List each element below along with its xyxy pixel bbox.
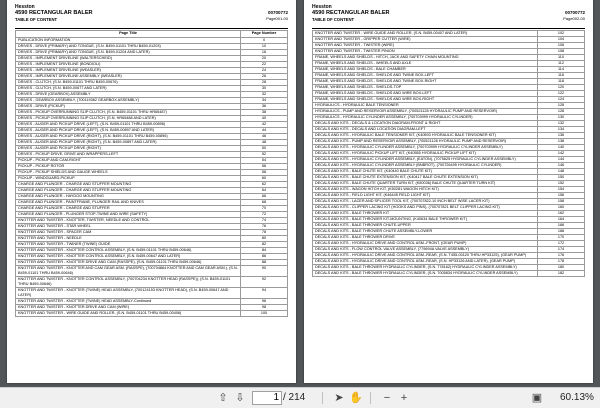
toc-entry-page-number: 142 [538,151,585,157]
toc-entry-title: KNOTTER AND TWISTER - NEEDLE [16,236,241,242]
toc-entry-title: DECALS AND KITS - FLOW CONTROL VALVE ASSEMBLY, (779694A VALVE ASSEMBLY) [313,247,538,253]
toc-entry-title: DECALS AND KITS - HYDRAULIC CYLINDER ASSEMBLY, (700703999 HYDRAULIC CYLINDER ASSEMBLY) [313,145,538,151]
toc-entry-title: DECALS AND KITS - DECALS & LOCATION DIAGRAM-FRONT & RIGHT [313,121,538,127]
toc-entry-page-number: 146 [538,163,585,169]
toc-entry-page-number: 66 [241,194,288,200]
toc-entry-title: DECALS AND KITS - HYDRAULIC DRIVE AND CONTROL ASM.-FRONT, (GEAR PUMP) [313,241,538,247]
toc-entry-page-number: 80 [241,236,288,242]
toc-entry-title: DRIVES - IMPLEMENT DRIVELINE (WEASLER) [16,68,241,74]
toc-entry-page-number: 170 [538,235,585,241]
toc-entry-page-number: 94 [241,288,288,299]
toc-entry-title: KNOTTER AND TWISTER - TWISTER PINION [313,49,538,55]
toc-entry-title: KNOTTER AND TWISTER - KNOTTER DRIVE AND CAM (RASSPE), (S.N. B459-01101 THRU B459-00646) [16,260,241,266]
toc-entry-page-number: 70 [241,206,288,212]
toc-entry-page-number: 64 [241,188,288,194]
toc-entry-page-number: 104 [538,37,585,43]
toc-row[interactable] [16,288,288,299]
toc-entry-page-number: 30 [241,86,288,92]
zoom-in-icon[interactable]: + [400,392,408,404]
brand-name: Hesston [15,4,35,10]
toc-row[interactable] [16,277,288,288]
toc-entry-page-number: 54 [241,158,288,164]
pdf-page-1 [7,0,296,383]
viewer-toolbar [0,387,600,408]
toc-entry-title: DECALS AND KITS - BALE THROWER KIT-MOUNTING, (K40634 BALE THROWER KIT) [313,217,538,223]
toc-entry-page-number: 120 [538,85,585,91]
toc-entry-title: FRAME, WHEELS AND SHIELDS - SHIELDS AND WIRE BOX-RIGHT [313,97,538,103]
toc-entry-page-number: 74 [241,218,288,224]
toc-entry-title: FRAME, WHEELS AND SHIELDS - SHIELDS AND TWINE BOX-LEFT [313,73,538,79]
toc-entry-title: DRIVES - IMPLEMENT DRIVELINE (WALTERSCHEID) [16,56,241,62]
toc-entry-page-number: 92 [241,277,288,288]
toc-entry-title: DRIVES - PICKUP OVERRUNNING SLIP CLUTCH, (S.N. B459-01101 THRU HR65487) [16,110,241,116]
toc-title: TABLE OF CONTENT [312,17,355,22]
toc-entry-title: DRIVES - DRIVE (PICKUP) [16,104,241,110]
toc-entry-page-number: 122 [538,91,585,97]
toc-entry-title: PICKUP - WINDGUARD-PICKUP [16,176,241,182]
toc-entry-page-number: 138 [538,139,585,145]
page-label: Page001-00 [266,16,288,21]
toc-entry-title: DRIVES - AUGER AND PICKUP DRIVE (RIGHT), (S.N. B459-00897 AND LATER) [16,140,241,146]
toc-entry-page-number: 86 [241,254,288,260]
toc-entry-page-number: 112 [538,61,585,67]
toc-entry-page-number: 144 [538,157,585,163]
toc-entry-title: DECALS AND KITS - LACER AND SPLICER TOOL KIT, (700707822-10 INCH BELT WISE LACER KIT) [313,199,538,205]
toc-entry-page-number: 76 [241,224,288,230]
toc-entry-page-number: 178 [538,259,585,265]
hand-tool-icon[interactable]: ✋ [349,392,363,404]
toc-entry-title: KNOTTER AND TWISTER - KNOTTER CONTROL ASSEMBLY, (S.N. B459-01101 THRU B459-00646) [16,248,241,254]
toc-entry-page-number: 0 [241,38,288,44]
toc-entry-page-number: 38 [241,110,288,116]
toc-entry-page-number: 150 [538,175,585,181]
toc-entry-title: DECALS AND KITS - HYDRAULIC CYLINDER ASSEMBLY (BNBROT), (700726495 HYDRAULIC CYLINDER) [313,163,538,169]
toc-entry-page-number: 182 [538,271,585,277]
toc-entry-page-number: 46 [241,134,288,140]
toc-entry-title: HYDRAULICS - HYDRAULIC CYLINDER ASSEMBLY, (700703999 HYDRAULIC CYLINDER) [313,115,538,121]
toc-entry-title: DECALS AND KITS - PUMP AND RESERVOIR ASSEMBLY, (700521128 HYDRAULIC PUMP AND RESERVOIR) [313,139,538,145]
toc-entry-page-number: 152 [538,181,585,187]
toc-entry-title: CHARGE AND PLUNGER - CHARGE AND STUFFER MOUNTING [16,182,241,188]
page-label: Page002-00 [563,16,585,21]
select-cursor-icon[interactable]: ➤ [334,392,344,404]
toc-entry-page-number: 176 [538,253,585,259]
toc-entry-title: CHARGE AND PLUNGER - CHARGE AND STUFFER [16,206,241,212]
toc-entry-title: DECALS AND KITS - BALE THROWER HYDRAULIC CYLINDER, (S.N. 7005834 HYDRAULIC CYLINDER ASSEMBLY) [313,271,538,277]
toc-entry-title: KNOTTER AND TWISTER - WIRE GUIDE AND ROLLER, (S.N. B459-00407 AND LATER) [313,31,538,37]
fit-page-icon[interactable]: ▣ [531,392,543,404]
col-header-title: Page Title [16,31,241,38]
toc-entry-page-number: 32 [241,92,288,98]
toc-entry-title: DRIVES - PICKUP DRIVE, DRIVE AND WRAPPERS-LEFT [16,152,241,158]
toc-entry-page-number: 10 [241,44,288,50]
toc-entry-page-number: 28 [241,80,288,86]
toc-entry-page-number: 128 [538,109,585,115]
col-header-number: Page Number [241,31,288,38]
toc-entry-title: DRIVES - DRIVE (PRIMARY) AND TONGUE, (S.N. B459-01101 THRU B459-01203) [16,44,241,50]
toc-entry-page-number: 68 [241,200,288,206]
toc-entry-title: DECALS AND KITS - FIELD LIGHT KIT, (K46445 FIELD LIGHT KIT) [313,193,538,199]
toc-entry-page-number: 24 [241,68,288,74]
toc-table [15,30,288,317]
toc-entry-page-number: 72 [241,212,288,218]
toc-entry-page-number: 140 [538,145,585,151]
toc-entry-page-number: 136 [538,133,585,139]
toc-entry-page-number: 84 [241,248,288,254]
toc-entry-title: DECALS AND KITS - HYDRAULIC DRIVE AND CONTROL ASM.-REAR, (S.N. HP33126 AND LATER), (GEAR PUMP) [313,259,538,265]
toc-entry-title: DECALS AND KITS - WAGON HITCH KIT, (K50281 WAGON HITCH KIT) [313,187,538,193]
toc-entry-title: KNOTTER AND TWISTER - GRIPPER CUTTER (WIRE) [313,37,538,43]
toc-entry-title: HYDRAULICS - PUMP AND RESERVOIR ASSEMBLY, (700521128 HYDRAULIC PUMP AND RESERVOIR) [313,109,538,115]
page-down-icon[interactable]: ⇩ [235,392,245,404]
toc-entry-title: HYDRAULICS - HYDRAULIC BALE TENSIONER [313,103,538,109]
toc-entry-page-number: 50 [241,146,288,152]
toc-entry-title: KNOTTER AND TWISTER - KNOTTER CONTROL ASSEMBLY, (700704234 KNOTTER HEAD (RASSPE)), (S.N. B459-01101 THRU B459-00646) [16,277,241,288]
toc-entry-page-number: 106 [538,43,585,49]
toc-entry-title: DRIVES - CLUTCH, (S.N. B459-01101 THRU B459-00676) [16,80,241,86]
toc-entry-title: CHARGE AND PLUNGER - PAINTFRAME, PLUNGER RAIL AND KNIVES [16,200,241,206]
toc-entry-title: DRIVES - DRIVE (GEARBOX) ASSEMBLY [16,92,241,98]
toc-entry-title: DRIVES - AUGER AND PICKUP DRIVE (LEFT), (S.N. B459-00897 AND LATER) [16,128,241,134]
toc-entry-page-number: 58 [241,170,288,176]
toc-entry-title: DRIVES - IMPLEMENT DRIVELINE ASSEMBLY (WEASLER) [16,74,241,80]
page-up-icon[interactable]: ⇧ [218,392,228,404]
toc-entry-page-number: 102 [538,31,585,37]
toc-entry-page-number: 164 [538,217,585,223]
toc-entry-title: KNOTTER AND TWISTER - KNOTTER AND CAM GEAR ASM. (RASSPE), (700704864 KNOTTER AND CAM GEAR ASM.), (S.N. B459-01101 THRU B459-00646) [16,266,241,277]
part-number: 00700772 [267,10,288,15]
page-number-input[interactable]: 1 [252,391,282,405]
toc-entry-page-number: 96 [241,299,288,305]
toc-entry-page-number: 134 [538,127,585,133]
toc-entry-title: CHARGE AND PLUNGER - CHARGE AND STUFFER MOUNTING [16,188,241,194]
toc-entry-title: KNOTTER AND TWISTER - STAR WHEEL [16,224,241,230]
toc-entry-title: FRAME, WHEELS AND SHIELDS - HITCH, JACK AND SAFETY CHAIN MOUNTING [313,55,538,61]
toc-row[interactable] [16,311,288,317]
toc-entry-page-number: 36 [241,104,288,110]
toc-entry-title: DRIVES - IMPLEMENT DRIVELINE (BONDIOLI) [16,62,241,68]
toc-entry-title: PICKUP - PICKUP ROTOR [16,164,241,170]
toc-entry-page-number: 172 [538,241,585,247]
toc-entry-page-number: 98 [241,305,288,311]
toc-entry-page-number: 110 [538,55,585,61]
toc-entry-page-number: 48 [241,140,288,146]
toc-entry-page-number: 40 [241,116,288,122]
toc-entry-page-number: 90 [241,266,288,277]
toc-entry-page-number: 88 [241,260,288,266]
toc-entry-page-number: 42 [241,122,288,128]
page-header [15,4,288,29]
toc-entry-page-number: 16 [241,50,288,56]
toc-row[interactable] [16,266,288,277]
toc-entry-title: KNOTTER AND TWISTER - KNOTTER (TWINE) HEAD ASSEMBLY, (700124153 KNOTTER HEAD), (S.N. B459-00647 AND LATER) [16,288,241,299]
toc-entry-title: DRIVES - AUGER AND PICKUP DRIVE (RIGHT) [16,146,241,152]
toc-entry-page-number: 100 [241,311,288,317]
toc-entry-title: CHARGE AND PLUNGER - HAYDOG MOUNTING [16,194,241,200]
toc-entry-title: KNOTTER AND TWISTER - TWINER (TWINE) GUIDE [16,242,241,248]
toc-entry-title: DRIVES - DRIVE (PRIMARY) AND TONGUE, (S.N. B459-01204 AND LATER) [16,50,241,56]
toc-entry-title: PICKUP - PICKUP AND CAM-RIGHT [16,158,241,164]
toc-entry-title: PUBLICATION INFORMATION [16,38,241,44]
toc-entry-title: DECALS AND KITS - BALE THROWER HYDRAULIC CYLINDER, (S.N. 778162) HYDRAULIC CYLINDER ASSEMBLY) [313,265,538,271]
model-title: 4590 RECTANGULAR BALER [15,10,93,16]
page-total: / 214 [283,392,306,403]
toc-entry-page-number: 158 [538,199,585,205]
toc-entry-page-number: 20 [241,56,288,62]
toc-entry-page-number: 60 [241,176,288,182]
toc-entry-title: KNOTTER AND TWISTER - SPACER CAM [16,230,241,236]
toc-entry-page-number: 174 [538,247,585,253]
toc-entry-title: DRIVES - CLUTCH, (S.N. B459-00677 AND LATER) [16,86,241,92]
toc-entry-title: KNOTTER AND TWISTER - KNOTTER CONTROL ASSEMBLY, (S.N. B459-00647 AND LATER) [16,254,241,260]
toc-entry-page-number: 154 [538,187,585,193]
toc-entry-page-number: 108 [538,49,585,55]
toc-entry-title: DECALS AND KITS - BALE THROWER KIT [313,211,538,217]
brand-name: Hesston [312,4,332,10]
toc-entry-page-number: 44 [241,128,288,134]
toc-entry-title: DECALS AND KITS - HYDRAULIC PICKUP LIFT KIT, (K40555 HYDRAULIC PICKUP LIFT KIT) [313,151,538,157]
toc-entry-title: DECALS AND KITS - DECALS AND LOCATION DIAGRAM-LEFT [313,127,538,133]
pdf-page-2 [304,0,593,383]
toc-entry-title: DECALS AND KITS - BALE CHUTE KIT, (K40440 BALE CHUTE KIT) [313,169,538,175]
toc-entry-title: DECALS AND KITS - BALE CHUTE QUARTER TURN KIT, (K50036) BALE CHUTE QUARTER TURN KIT) [313,181,538,187]
zoom-level[interactable]: 60.13% [560,392,594,403]
toc-entry-page-number: 124 [538,97,585,103]
part-number: 00700772 [564,10,585,15]
toc-entry-page-number: 114 [538,67,585,73]
toc-entry-title: DECALS AND KITS - CLIPPER LACING KIT (HOOKS AND PINS), (700707821 BELT CLIPPER LACING KIT) [313,205,538,211]
toc-entry-page-number: 52 [241,152,288,158]
toc-entry-title: KNOTTER AND TWISTER - WIRE GUIDE AND ROLLER, (S.N. B459-01101 THRU B459-00406) [16,311,241,317]
toc-entry-title: DECALS AND KITS - HYDRAULIC BALE TENSIONER KIT, (K40593 HYDRAULIC BALE TENSIONER KIT) [313,133,538,139]
toc-entry-title: KNOTTER AND TWISTER - TWISTER (WIRE) [313,43,538,49]
toc-entry-title: FRAME, WHEELS AND SHIELDS - BALE CHAMBER [313,67,538,73]
toc-entry-page-number: 162 [538,211,585,217]
toc-entry-title: KNOTTER AND TWISTER - KNOTTER, TWISTER, NEEDLE AND CONTROL [16,218,241,224]
toc-entry-title: DECALS AND KITS - HYDRAULIC DRIVE AND CONTROL ASM.-REAR, (S.N. T455-00120 THRU HP33125), (GEAR PUMP) [313,253,538,259]
toc-entry-page-number: 156 [538,193,585,199]
toc-entry-page-number: 118 [538,79,585,85]
toc-entry-page-number: 116 [538,73,585,79]
toc-entry-title: DRIVES - AUGER AND PICKUP DRIVE (RIGHT), (S.N. B459-01101 THRU B459-00896) [16,134,241,140]
toc-entry-title: CHARGE AND PLUNGER - PLUNGER STOP-TWINE AND WIRE (SAFETY) [16,212,241,218]
toc-entry-page-number: 62 [241,182,288,188]
toc-title: TABLE OF CONTENT [15,17,58,22]
toc-entry-page-number: 180 [538,265,585,271]
toolbar-divider [370,392,371,404]
toc-entry-title: KNOTTER AND TWISTER - KNOTTER DRIVE AND CAM (WIRE) [16,305,241,311]
toc-entry-page-number: 126 [538,103,585,109]
toc-entry-title: FRAME, WHEELS AND SHIELDS - SHIELDS-TOP [313,85,538,91]
toc-entry-page-number: 166 [538,223,585,229]
toc-entry-page-number: 82 [241,242,288,248]
toolbar-divider [322,392,323,404]
toc-entry-title: DECALS AND KITS - BALE CHUTE EXTENSION KIT, (K40417 BALE CHUTE EXTENSION KIT) [313,175,538,181]
toc-row[interactable] [313,271,585,277]
toc-entry-page-number: 130 [538,115,585,121]
toc-table [312,30,585,277]
toc-entry-title: DECALS AND KITS - HYDRAULIC CYLINDER ASSEMBLY, (EATON), (7075625 HYDRAULIC CYLINDER ASSEMBLY) [313,157,538,163]
toc-entry-page-number: 78 [241,230,288,236]
toc-entry-page-number: 148 [538,169,585,175]
toc-entry-page-number: 22 [241,62,288,68]
toc-entry-title: DRIVES - PICKUP OVERRUNNING SLIP CLUTCH, (S.N. HR65488 AND LATER) [16,116,241,122]
page-header [312,4,585,29]
toc-entry-title: FRAME, WHEELS AND SHIELDS - SHIELDS AND WIRE BOX-LEFT [313,91,538,97]
toc-entry-title: FRAME, WHEELS AND SHIELDS - SHIELDS AND TWINE BOX-RIGHT [313,79,538,85]
toc-entry-title: DECALS AND KITS - BALE THROWER CHUTE ASSEMBLY-LOWER [313,229,538,235]
toc-entry-page-number: 34 [241,98,288,104]
toc-entry-page-number: 56 [241,164,288,170]
toc-entry-title: DECALS AND KITS - BALE THROWER CHUTE-UPPER [313,223,538,229]
toc-entry-title: DRIVES - GEARBOX ASSEMBLY, (700119362 GEARBOX ASSEMBLY) [16,98,241,104]
toc-entry-page-number: 132 [538,121,585,127]
model-title: 4590 RECTANGULAR BALER [312,10,390,16]
toc-entry-title: KNOTTER AND TWISTER - KNOTTER (TWINE) HEAD ASSEMBLY-Continued [16,299,241,305]
toc-entry-title: DRIVES - AUGER AND PICKUP DRIVE (LEFT), (S.N. B459-01101 THRU B459-00896) [16,122,241,128]
toc-entry-title: PICKUP - PICKUP SHIELDS AND GAUGE WHEELS [16,170,241,176]
toc-entry-page-number: 26 [241,74,288,80]
zoom-out-icon[interactable]: − [383,392,391,404]
toc-entry-title: DECALS AND KITS - BALE THROWER DRIVE [313,235,538,241]
toc-entry-page-number: 160 [538,205,585,211]
toc-entry-title: FRAME, WHEELS AND SHIELDS - WHEELS AND AXLE [313,61,538,67]
toc-entry-page-number: 168 [538,229,585,235]
